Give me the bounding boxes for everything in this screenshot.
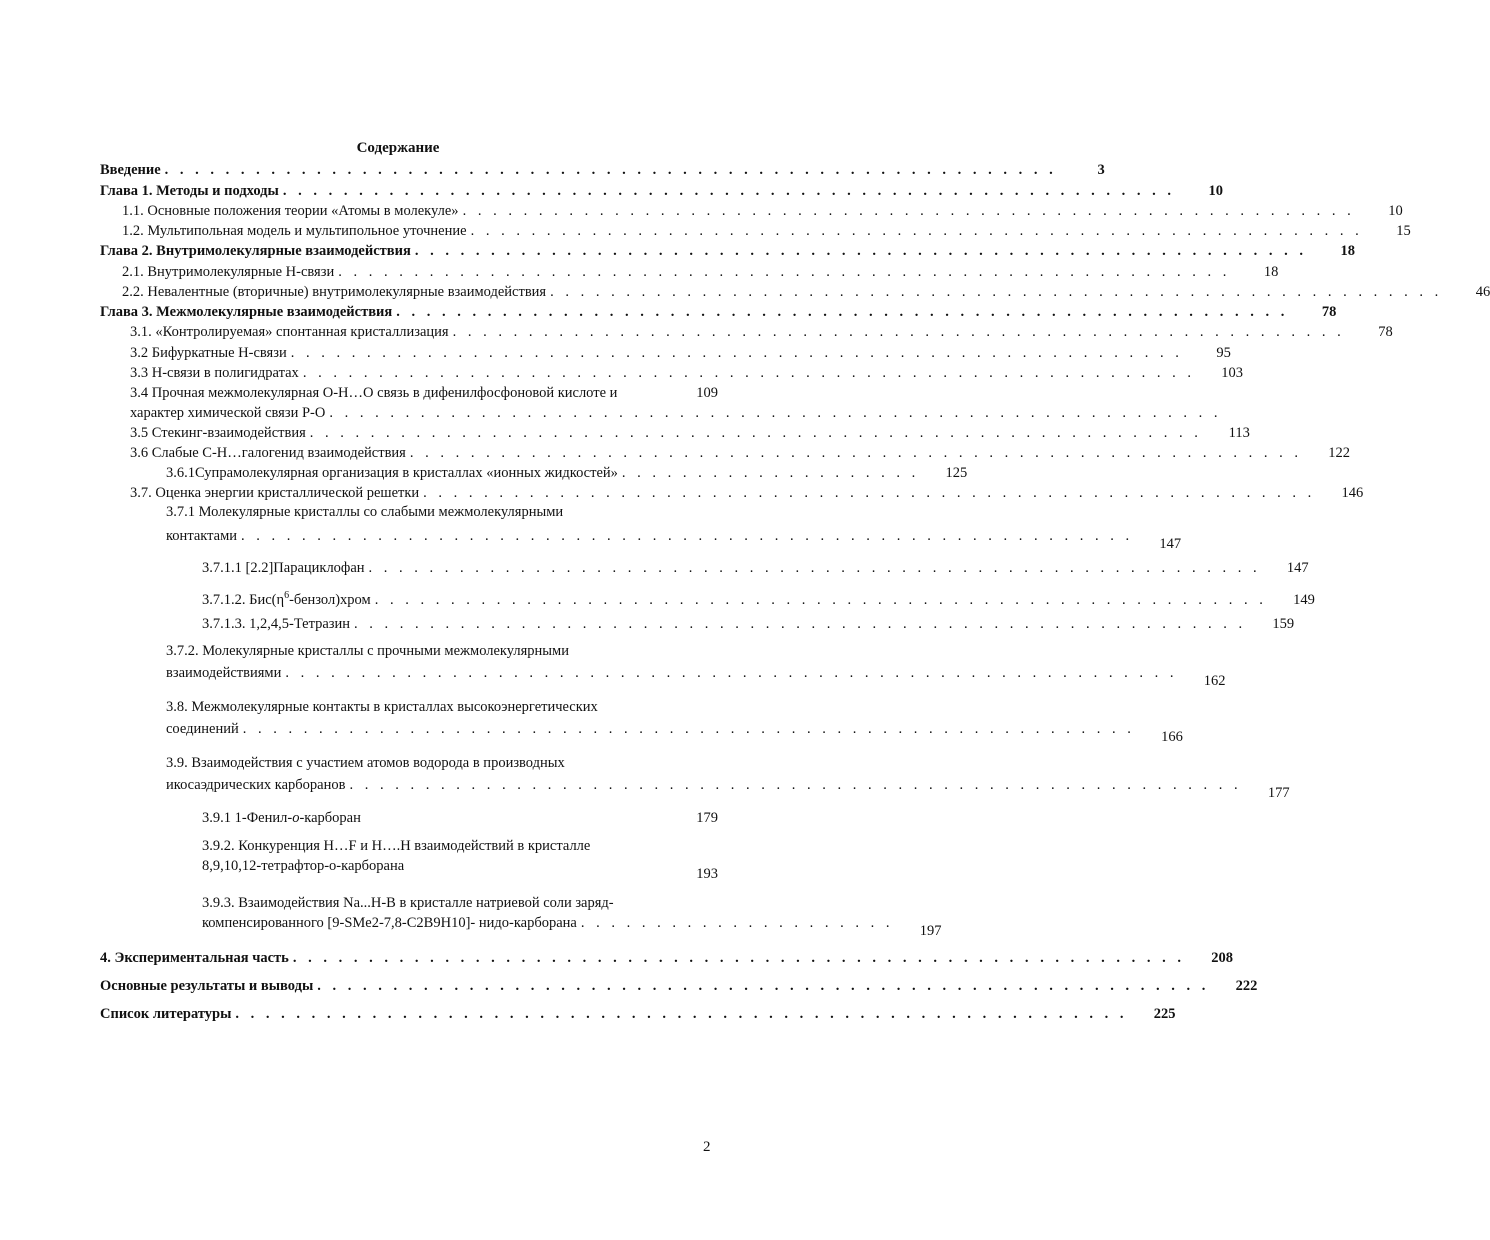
toc-page-number: 146 — [1341, 485, 1364, 501]
page-number: 2 — [703, 1139, 711, 1155]
toc-entry-3-9-line2[interactable]: икосаэдрических карборанов . . . . . . . . . . . . . . . . . . . . . . . . . . . . . . . . . . . . . . . . . . . . . . . . . . . . . . . . . . . 177 — [166, 777, 1290, 801]
toc-entry-1-1[interactable]: 1.1. Основные положения теории «Атомы в молекуле» . . . . . . . . . . . . . . . . . . . . . . . . . . . . . . . . . . . . . . . . . . . . . . . . . . . . . . . . . . . 10 — [122, 203, 1403, 219]
toc-entry-3-8-line1[interactable]: 3.8. Межмолекулярные контакты в кристаллах высокоэнергетических — [166, 699, 598, 715]
toc-page-number: 95 — [1216, 345, 1231, 361]
toc-entry-3-8-line2[interactable]: соединений . . . . . . . . . . . . . . . . . . . . . . . . . . . . . . . . . . . . . . . . . . . . . . . . . . . . . . . . . . . 166 — [166, 721, 1183, 745]
toc-page-number: 166 — [1161, 729, 1183, 745]
toc-entry-1-2[interactable]: 1.2. Мультипольная модель и мультипольное уточнение . . . . . . . . . . . . . . . . . . . . . . . . . . . . . . . . . . . . . . . . . . . . . . . . . . . . . . . . . . . 15 — [122, 223, 1411, 239]
toc-entry-3-7-1-3[interactable]: 3.7.1.3. 1,2,4,5-Тетразин . . . . . . . . . . . . . . . . . . . . . . . . . . . . . . . . . . . . . . . . . . . . . . . . . . . . . . . . . . . 159 — [202, 616, 1295, 632]
toc-page-number: 10 — [1208, 183, 1223, 199]
toc-page-number: 122 — [1328, 445, 1350, 461]
toc-page-number: 78 — [1378, 324, 1393, 340]
toc-page-number: 193 — [696, 866, 718, 882]
toc-entry-3-3[interactable]: 3.3 Н-связи в полигидратах . . . . . . . . . . . . . . . . . . . . . . . . . . . . . . . . . . . . . . . . . . . . . . . . . . . . . . . . . . . 103 — [130, 365, 1243, 381]
toc-page-number: 197 — [919, 923, 942, 939]
toc-entry-3-9-3-line2[interactable]: компенсированного [9-SMe2-7,8-C2B9H10]- нидо-карборана . . . . . . . . . . . . . . . . . . . . . 197 — [202, 915, 942, 939]
toc-entry-3-9-1[interactable]: 3.9.1 1-Фенил-о-карборан — [202, 810, 361, 826]
table-of-contents — [100, 0, 1490, 1240]
toc-entry-3-6[interactable]: 3.6 Слабые С-Н…галогенид взаимодействия . . . . . . . . . . . . . . . . . . . . . . . . . . . . . . . . . . . . . . . . . . . . . . . . . . . . . . . . . . . 122 — [130, 445, 1350, 461]
toc-entry-chapter-3[interactable]: Глава 3. Межмолекулярные взаимодействия . . . . . . . . . . . . . . . . . . . . . . . . . . . . . . . . . . . . . . . . . . . . . . . . . . . . . . . . . . . 78 — [100, 304, 1337, 320]
toc-page-number: 149 — [1293, 591, 1315, 608]
page-title: Содержание — [356, 140, 440, 156]
toc-page-number: 15 — [1396, 223, 1411, 239]
toc-page-number: 225 — [1153, 1006, 1176, 1022]
toc-page-number: 159 — [1272, 616, 1295, 632]
toc-entry-3-9-line1[interactable]: 3.9. Взаимодействия с участием атомов водорода в производных — [166, 755, 565, 771]
toc-entry-3-7-1-line2[interactable]: контактами . . . . . . . . . . . . . . . . . . . . . . . . . . . . . . . . . . . . . . . . . . . . . . . . . . . . . . . . . . . 147 — [166, 528, 1182, 552]
toc-entry-experimental[interactable]: 4. Экспериментальная часть . . . . . . . . . . . . . . . . . . . . . . . . . . . . . . . . . . . . . . . . . . . . . . . . . . . . . . . . . . . 208 — [100, 950, 1233, 966]
toc-page-number: 103 — [1221, 365, 1243, 381]
toc-entry-3-2[interactable]: 3.2 Бифуркатные Н-связи . . . . . . . . . . . . . . . . . . . . . . . . . . . . . . . . . . . . . . . . . . . . . . . . . . . . . . . . . . . 95 — [130, 345, 1231, 361]
toc-entry-3-9-3-line1[interactable]: 3.9.3. Взаимодействия Na...H-B в кристалле натриевой соли заряд- — [202, 895, 614, 911]
toc-entry-3-7-1-1[interactable]: 3.7.1.1 [2.2]Парациклофан . . . . . . . . . . . . . . . . . . . . . . . . . . . . . . . . . . . . . . . . . . . . . . . . . . . . . . . . . . . 147 — [202, 560, 1309, 576]
toc-entry-3-9-2-line1[interactable]: 3.9.2. Конкуренция Н…F и Н….Н взаимодействий в кристалле — [202, 838, 591, 854]
toc-entry-3-7-1-2[interactable]: 3.7.1.2. $Бис(\eta^6-бензол)хром$ . . . . . . . . . . . . . . . . . . . . . . . . . . . . . . . . . . . . . . . . . . . . . . . . . . . . . . . . . . . 149 — [202, 590, 1315, 608]
toc-page-number: 125 — [945, 465, 968, 481]
toc-entry-3-7-1-line1[interactable]: 3.7.1 Молекулярные кристаллы со слабыми межмолекулярными — [166, 504, 564, 520]
toc-page-number: 10 — [1388, 203, 1403, 219]
toc-page-number: 109 — [696, 385, 718, 401]
toc-page-number: 18 — [1340, 243, 1355, 259]
toc-entry-3-7-2-line1[interactable]: 3.7.2. Молекулярные кристаллы с прочными межмолекулярными — [166, 643, 569, 659]
toc-entry-3-1[interactable]: 3.1. «Контролируемая» спонтанная кристаллизация . . . . . . . . . . . . . . . . . . . . . . . . . . . . . . . . . . . . . . . . . . . . . . . . . . . . . . . . . . . 78 — [130, 324, 1393, 340]
toc-page-number: 3 — [1097, 162, 1105, 178]
toc-page-number: 18 — [1263, 264, 1279, 280]
toc-entry-chapter-1[interactable]: Глава 1. Методы и подходы . . . . . . . . . . . . . . . . . . . . . . . . . . . . . . . . . . . . . . . . . . . . . . . . . . . . . . . . . . . 10 — [100, 183, 1223, 199]
toc-entry-3-4-line1[interactable]: 3.4 Прочная межмолекулярная О-Н…О связь в дифенилфосфоновой кислоте и — [130, 385, 618, 401]
toc-page-number: 177 — [1267, 785, 1290, 801]
toc-entry-conclusions[interactable]: Основные результаты и выводы . . . . . . . . . . . . . . . . . . . . . . . . . . . . . . . . . . . . . . . . . . . . . . . . . . . . . . . . . . . 222 — [100, 978, 1258, 994]
toc-entry-3-4-line2[interactable]: характер химической связи Р-О . . . . . . . . . . . . . . . . . . . . . . . . . . . . . . . . . . . . . . . . . . . . . . . . . . . . . . . . . . . — [130, 405, 1222, 421]
toc-entry-3-5[interactable]: 3.5 Стекинг-взаимодействия . . . . . . . . . . . . . . . . . . . . . . . . . . . . . . . . . . . . . . . . . . . . . . . . . . . . . . . . . . . 113 — [130, 425, 1250, 441]
toc-page-number: 147 — [1159, 536, 1182, 552]
toc-entry-chapter-2[interactable]: Глава 2. Внутримолекулярные взаимодействия . . . . . . . . . . . . . . . . . . . . . . . . . . . . . . . . . . . . . . . . . . . . . . . . . . . . . . . . . . . 18 — [100, 243, 1355, 259]
toc-entry-2-2[interactable]: 2.2. Невалентные (вторичные) внутримолекулярные взаимодействия . . . . . . . . . . . . . . . . . . . . . . . . . . . . . . . . . . . . . . . . . . . . . . . . . . . . . . . . . . . 46 — [122, 284, 1490, 300]
toc-page-number: 162 — [1203, 673, 1226, 689]
toc-page-number: 78 — [1321, 304, 1337, 320]
toc-page-number: 147 — [1286, 560, 1309, 576]
toc-entry-3-9-2-line2[interactable]: 8,9,10,12-тетрафтор-о-карборана — [202, 858, 405, 874]
toc-page-number: 113 — [1228, 425, 1250, 441]
toc-page-number: 208 — [1211, 950, 1233, 966]
toc-entry-2-1[interactable]: 2.1. Внутримолекулярные Н-связи . . . . . . . . . . . . . . . . . . . . . . . . . . . . . . . . . . . . . . . . . . . . . . . . . . . . . . . . . . . 18 — [122, 264, 1279, 280]
toc-entry-3-7-2-line2[interactable]: взаимодействиями . . . . . . . . . . . . . . . . . . . . . . . . . . . . . . . . . . . . . . . . . . . . . . . . . . . . . . . . . . . 162 — [166, 665, 1226, 689]
toc-page-number: 179 — [696, 810, 718, 826]
toc-entry-references[interactable]: Список литературы . . . . . . . . . . . . . . . . . . . . . . . . . . . . . . . . . . . . . . . . . . . . . . . . . . . . . . . . . . . 225 — [100, 1006, 1176, 1022]
toc-entry-introduction[interactable]: Введение . . . . . . . . . . . . . . . . . . . . . . . . . . . . . . . . . . . . . . . . . . . . . . . . . . . . . . . . . . . 3 — [100, 162, 1105, 178]
toc-entry-3-6-1[interactable]: 3.6.1Супрамолекулярная организация в кристаллах «ионных жидкостей» . . . . . . . . . . . . . . . . . . . . 125 — [166, 465, 968, 481]
toc-page-number: 46 — [1475, 284, 1490, 300]
toc-entry-3-7[interactable]: 3.7. Оценка энергии кристаллической решетки . . . . . . . . . . . . . . . . . . . . . . . . . . . . . . . . . . . . . . . . . . . . . . . . . . . . . . . . . . . 146 — [130, 485, 1364, 501]
toc-page-number: 222 — [1235, 978, 1258, 994]
